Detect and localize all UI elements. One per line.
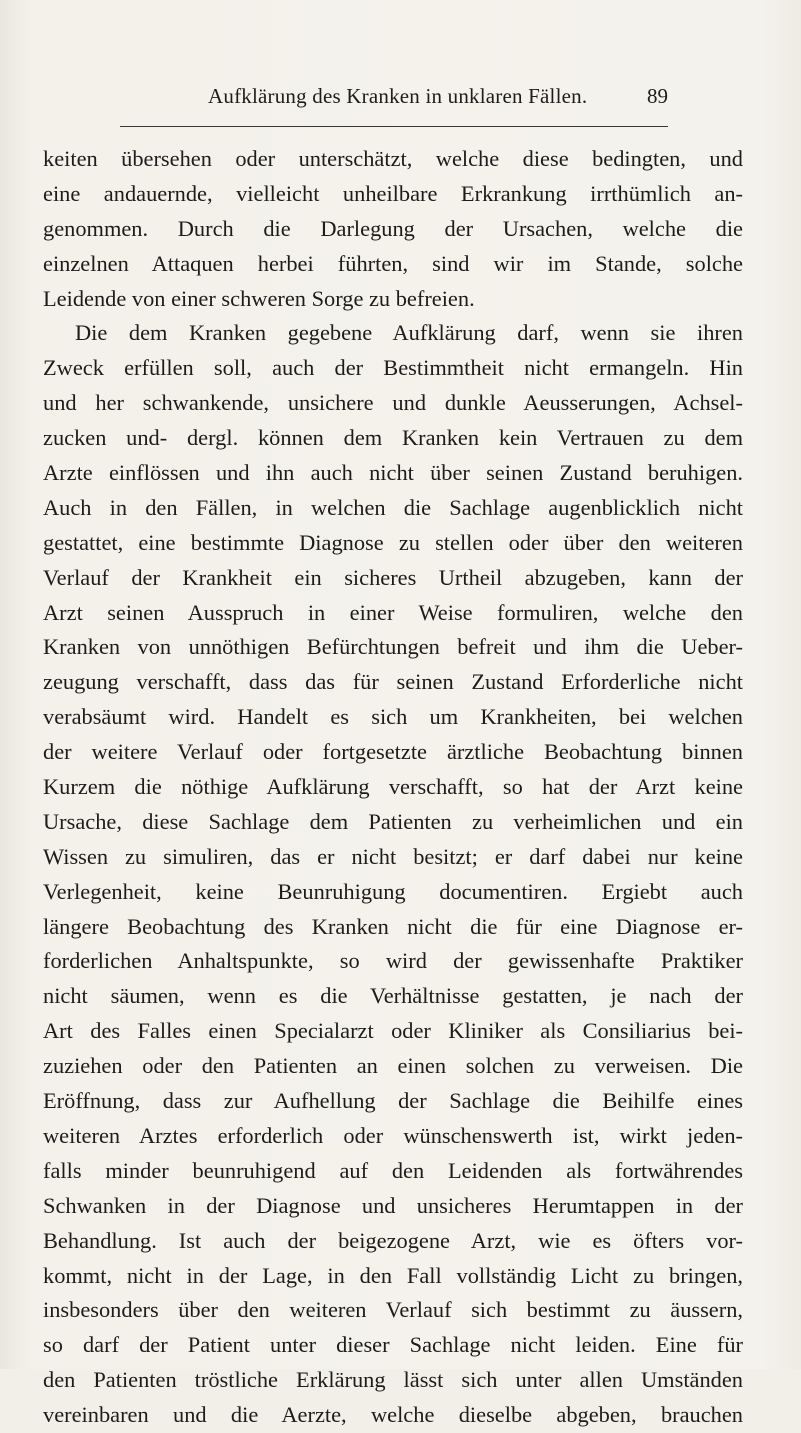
text-line: gestattet, eine bestimmte Diagnose zu stellen oder über den weiteren	[43, 529, 743, 555]
running-head	[120, 84, 668, 127]
text-line: einzelnen Attaquen herbei führten, sind wir im Stande, solche	[43, 250, 743, 276]
text-line: Verlauf der Krankheit ein sicheres Urtheil abzugeben, kann der	[43, 564, 743, 590]
text-line: Arzt seinen Ausspruch in einer Weise formuliren, welche den	[43, 599, 743, 625]
text-line: zuziehen oder den Patienten an einen solchen zu verweisen. Die	[43, 1053, 743, 1079]
text-line: nicht säumen, wenn es die Verhältnisse gestatten, je nach der	[43, 983, 743, 1009]
text-line: Kranken von unnöthigen Befürchtungen befreit und ihm die Ueber-	[43, 634, 743, 660]
text-line: und her schwankende, unsichere und dunkle Aeusserungen, Achsel-	[43, 390, 743, 416]
text-line: Schwanken in der Diagnose und unsicheres Herumtappen in der	[43, 1192, 743, 1218]
text-line: längere Beobachtung des Kranken nicht die für eine Diagnose er-	[43, 913, 743, 939]
page-number: 89	[647, 84, 668, 108]
text-line: eine andauernde, vielleicht unheilbare Erkrankung irrthümlich an-	[43, 180, 743, 206]
text-line: Ursache, diese Sachlage dem Patienten zu verheimlichen und ein	[43, 808, 743, 834]
text-line: Die dem Kranken gegebene Aufklärung darf, wenn sie ihren	[75, 320, 743, 346]
text-line: weiteren Arztes erforderlich oder wünschenswerth ist, wirkt jeden-	[43, 1122, 743, 1148]
text-line: Verlegenheit, keine Beunruhigung documentiren. Ergiebt auch	[43, 878, 743, 904]
text-line: Auch in den Fällen, in welchen die Sachlage augenblicklich nicht	[43, 494, 743, 520]
text-line: Leidende von einer schweren Sorge zu befreien.	[43, 285, 475, 311]
text-line: der weitere Verlauf oder fortgesetzte ärztliche Beobachtung binnen	[43, 739, 743, 765]
text-line: zucken und- dergl. können dem Kranken kein Vertrauen zu dem	[43, 425, 743, 451]
text-line: kommt, nicht in der Lage, in den Fall vollständig Licht zu bringen,	[43, 1262, 743, 1288]
text-line: forderlichen Anhaltspunkte, so wird der gewissenhafte Praktiker	[43, 948, 743, 974]
text-line: vereinbaren und die Aerzte, welche dieselbe abgeben, brauchen	[43, 1402, 743, 1428]
text-line: genommen. Durch die Darlegung der Ursachen, welche die	[43, 215, 743, 241]
text-line: Behandlung. Ist auch der beigezogene Arzt, wie es öfters vor-	[43, 1227, 743, 1253]
text-line: Arzte einflössen und ihn auch nicht über seinen Zustand beruhigen.	[43, 460, 743, 486]
text-line: den Patienten tröstliche Erklärung lässt sich unter allen Umständen	[43, 1367, 743, 1393]
text-line: Art des Falles einen Specialarzt oder Kliniker als Consiliarius bei-	[43, 1018, 743, 1044]
text-line: so darf der Patient unter dieser Sachlage nicht leiden. Eine für	[43, 1332, 743, 1358]
text-line: Kurzem die nöthige Aufklärung verschafft, so hat der Arzt keine	[43, 774, 743, 800]
text-line: keiten übersehen oder unterschätzt, welche diese bedingten, und	[43, 146, 743, 171]
running-title: Aufklärung des Kranken in unklaren Fällen.	[208, 84, 588, 108]
text-line: zeugung verschafft, dass das für seinen Zustand Erforderliche nicht	[43, 669, 743, 695]
text-line: falls minder beunruhigend auf den Leidenden als fortwährendes	[43, 1157, 743, 1183]
text-line: Wissen zu simuliren, das er nicht besitzt; er darf dabei nur keine	[43, 843, 743, 869]
text-line: verabsäumt wird. Handelt es sich um Krankheiten, bei welchen	[43, 704, 743, 730]
body-text	[43, 142, 743, 1433]
text-line: Zweck erfüllen soll, auch der Bestimmtheit nicht ermangeln. Hin	[43, 355, 743, 381]
text-line: Eröffnung, dass zur Aufhellung der Sachlage die Beihilfe eines	[43, 1088, 743, 1114]
text-line: insbesonders über den weiteren Verlauf sich bestimmt zu äussern,	[43, 1297, 743, 1323]
